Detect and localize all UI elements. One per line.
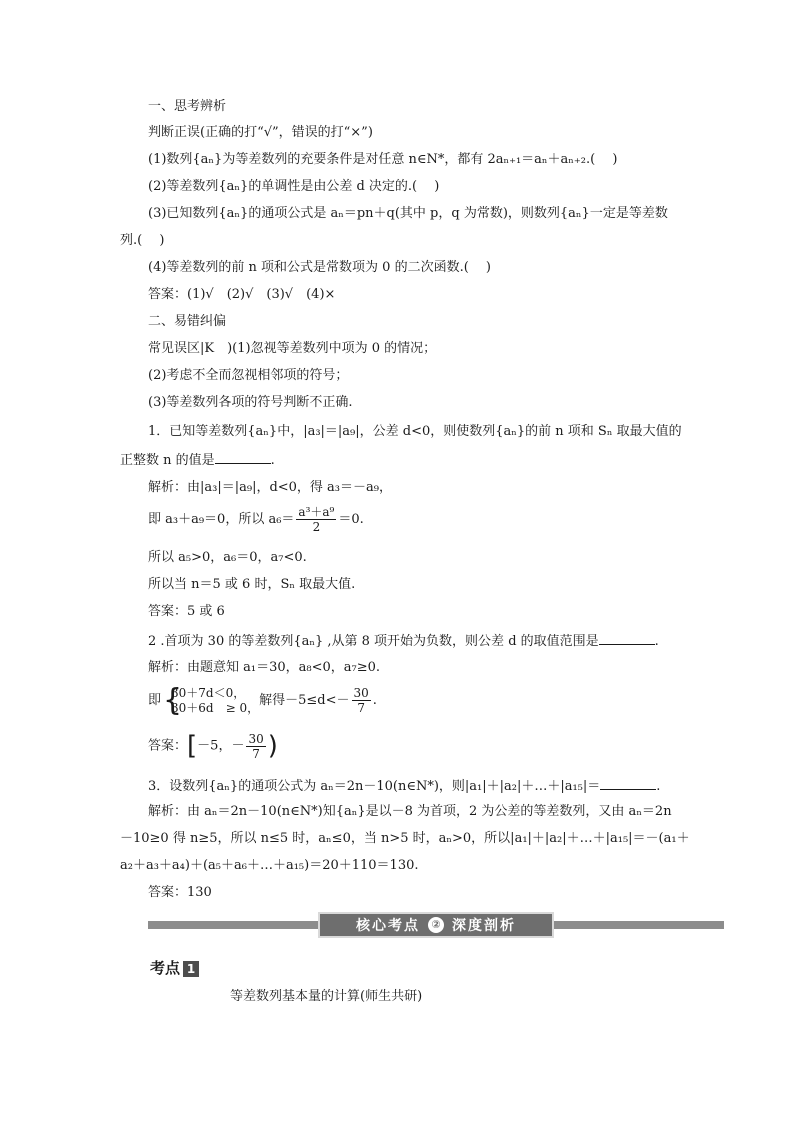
problem-3-solution-2: －10≥0 得 n≥5，所以 n≤5 时，aₙ≤0，当 n>5 时，aₙ>0，所以|a₁|＋|a₂|＋…＋|a₁₅|＝－(a₁＋ bbox=[120, 831, 690, 846]
problem-2-text: 2 .首项为 30 的等差数列{aₙ} ,从第 8 项开始为负数，则公差 d 的取值范围是 . bbox=[148, 631, 659, 651]
fraction: $\frac{30}{7}$ bbox=[248, 731, 264, 761]
judge-item-3-cont: 列.( ) bbox=[120, 233, 165, 248]
misconception-3: (3)等差数列各项的符号判断不正确. bbox=[148, 395, 353, 410]
misconception-2: (2)考虑不全而忽视相邻项的符号； bbox=[148, 368, 349, 383]
problem-3-solution-1: 解析：由 aₙ＝2n－10(n∈N*)知{aₙ}是以－8 为首项，2 为公差的等差数列，又由 aₙ＝2n bbox=[148, 804, 672, 819]
section-heading-errors: 二、易错纠偏 bbox=[148, 314, 227, 329]
banner-left-text: 核心考点 bbox=[356, 918, 420, 934]
topic-title: 等差数列基本量的计算(师生共研) bbox=[230, 989, 423, 1004]
judge-item-2: (2)等差数列{aₙ}的单调性是由公差 d 决定的.( ) bbox=[148, 179, 440, 194]
judge-item-3: (3)已知数列{aₙ}的通项公式是 aₙ＝pn＋q(其中 p，q 为常数)，则数列{aₙ}一定是等差数 bbox=[148, 206, 668, 221]
problem-1-solution-4: 所以当 n＝5 或 6 时，Sₙ 取最大值. bbox=[148, 577, 356, 592]
problem-1-solution-1: 解析：由|a₃|＝|a₉|，d<0，得 a₃＝－a₉， bbox=[148, 480, 392, 495]
banner-plate bbox=[318, 912, 554, 938]
judge-item-1: (1)数列{aₙ}为等差数列的充要条件是对任意 n∈N*，都有 2aₙ₊₁＝aₙ＋aₙ₊₂.( ) bbox=[148, 152, 618, 167]
answer-blank bbox=[215, 450, 271, 464]
judge-item-4: (4)等差数列的前 n 项和公式是常数项为 0 的二次函数.( ) bbox=[148, 260, 491, 275]
problem-1-text: 1．已知等差数列{aₙ}中，|a₃|＝|a₉|，公差 d<0，则使数列{aₙ}的前 n 项和 Sₙ 取最大值的 bbox=[148, 424, 682, 439]
equation-system: { 30＋7d＜0， 30＋6d ≥ 0， bbox=[163, 682, 260, 718]
section-banner bbox=[148, 912, 724, 938]
fraction: $\frac{\text{a³＋a⁹}}{2}$ bbox=[298, 505, 335, 534]
answer-blank bbox=[599, 631, 655, 645]
problem-1-prompt: 正整数 n 的值是 bbox=[120, 453, 215, 468]
problem-2-solution-1: 解析：由题意知 a₁＝30，a₈<0，a₇≥0. bbox=[148, 660, 381, 675]
problem-2-solution-2: 即 { 30＋7d＜0， 30＋6d ≥ 0， 解得－5≤d<－ $\frac{30}{7}$ . bbox=[148, 682, 377, 718]
problem-1-answer: 答案：5 或 6 bbox=[148, 604, 225, 619]
kaodian-number-badge: 1 bbox=[183, 961, 199, 977]
brace-icon: { bbox=[163, 682, 183, 718]
problem-3-text: 3．设数列{aₙ}的通项公式为 aₙ＝2n－10(n∈N*)，则|a₁|＋|a₂|＋…＋|a₁₅|＝ . bbox=[148, 776, 660, 796]
section-heading-thinking: 一、思考辨析 bbox=[148, 99, 227, 114]
answer-line-1: 答案：(1)√ (2)√ (3)√ (4)× bbox=[148, 287, 336, 302]
problem-1-text-cont: 正整数 n 的值是 . bbox=[120, 450, 275, 470]
problem-1-solution-3: 所以 a₅>0，a₆＝0，a₇<0. bbox=[148, 550, 307, 565]
problem-3-solution-3: a₂＋a₃＋a₄)＋(a₅＋a₆＋…＋a₁₅)＝20＋110＝130. bbox=[120, 858, 419, 873]
answer-blank bbox=[600, 776, 656, 790]
problem-1-solution-2: 即 a₃＋a₉＝0，所以 a₆＝ $\frac{\text{a³＋a⁹}}{2}$ ＝0. bbox=[148, 505, 364, 534]
kaodian-label: 考点 1 bbox=[150, 957, 199, 978]
banner-number-icon: ② bbox=[428, 917, 444, 933]
problem-2-answer: 答案：[－5，－ $\frac{30}{7}$ ) bbox=[148, 731, 278, 761]
misconception-1: 常见误区|K )(1)忽视等差数列中项为 0 的情况； bbox=[148, 341, 437, 356]
fraction: $\frac{30}{7}$ bbox=[353, 686, 369, 715]
instruction-line: 判断正误(正确的打“√”，错误的打“×”) bbox=[148, 125, 373, 140]
problem-3-answer: 答案：130 bbox=[148, 885, 212, 900]
banner-right-text: 深度剖析 bbox=[452, 918, 516, 934]
